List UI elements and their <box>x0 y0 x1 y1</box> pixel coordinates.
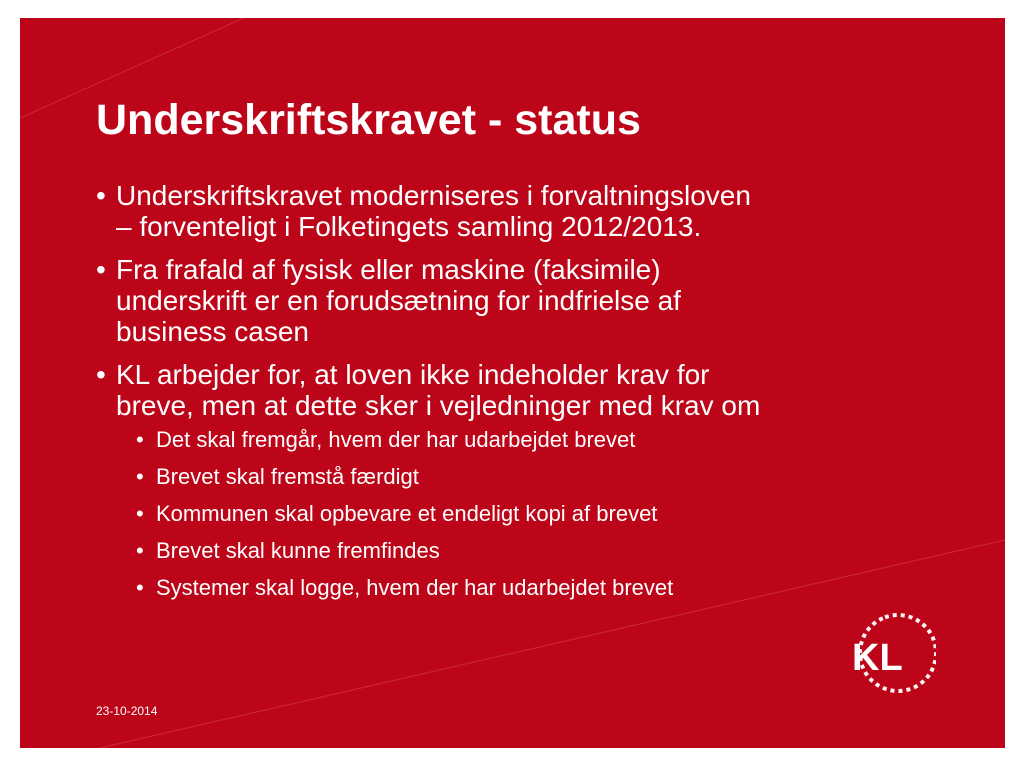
sub-bullet-text: Kommunen skal opbevare et endeligt kopi af brevet <box>156 501 658 526</box>
kl-logo <box>846 608 936 698</box>
sub-bullet-item <box>96 501 956 527</box>
sub-bullet-icon: • <box>136 501 144 526</box>
slide-title: Underskriftskravet - status <box>96 96 641 144</box>
sub-bullet-icon: • <box>136 427 144 452</box>
bullet-icon: • <box>96 359 106 390</box>
bullet-line: breve, men at dette sker i vejledninger med krav om <box>116 390 761 421</box>
bullet-icon: • <box>96 180 106 211</box>
sub-bullet-icon: • <box>136 464 144 489</box>
sub-bullet-item <box>96 427 956 453</box>
slide-body <box>96 180 956 601</box>
bullet-line: – forventeligt i Folketingets samling 2012/2013. <box>116 211 702 242</box>
bullet-line: Underskriftskravet moderniseres i forvaltningsloven <box>116 180 751 211</box>
slide-date: 23-10-2014 <box>96 704 158 718</box>
sub-bullet-icon: • <box>136 538 144 563</box>
bullet-item <box>96 359 956 421</box>
sub-bullet-item <box>96 575 956 601</box>
sub-bullet-list <box>96 427 956 601</box>
slide <box>20 18 1005 748</box>
sub-bullet-text: Brevet skal fremstå færdigt <box>156 464 419 489</box>
sub-bullet-icon: • <box>136 575 144 600</box>
sub-bullet-item <box>96 538 956 564</box>
bullet-line: underskrift er en forudsætning for indfrielse af <box>116 285 681 316</box>
sub-bullet-text: Systemer skal logge, hvem der har udarbejdet brevet <box>156 575 674 600</box>
bullet-line: business casen <box>116 316 310 347</box>
bullet-item <box>96 180 956 242</box>
sub-bullet-text: Brevet skal kunne fremfindes <box>156 538 440 563</box>
bullet-line: Fra frafald af fysisk eller maskine (faksimile) <box>116 254 661 285</box>
bullet-line: KL arbejder for, at loven ikke indeholder krav for <box>116 359 710 390</box>
sub-bullet-item <box>96 464 956 490</box>
sub-bullet-text: Det skal fremgår, hvem der har udarbejdet brevet <box>156 427 636 452</box>
bullet-icon: • <box>96 254 106 285</box>
kl-logo-text: KL <box>852 637 903 679</box>
bullet-item <box>96 254 956 347</box>
